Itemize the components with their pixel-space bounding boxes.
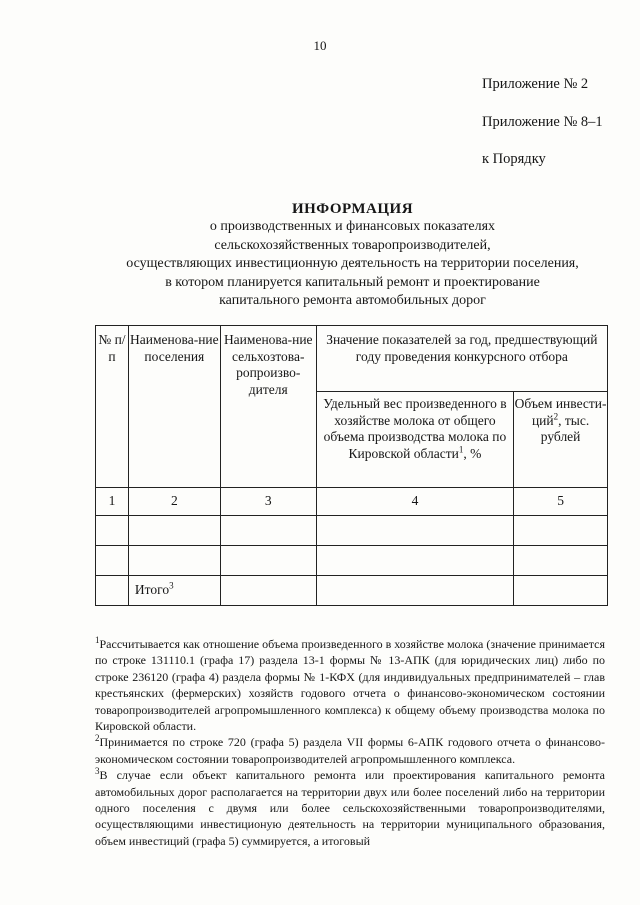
footnote-2: $^2$Принимается по строке 720 (графа 5) раздела VII формы 6-АПК годового отчета о финансово-экономическом состоянии товаропроизводителей агропромышленного комплекса. (95, 733, 605, 766)
document-title-block (0, 200, 640, 310)
page-number: 10 (313, 38, 327, 53)
table-cell (316, 546, 514, 576)
table-cell (220, 516, 316, 546)
column-number-1: 1 (96, 488, 129, 516)
column-numbers-row (96, 488, 608, 516)
table-row (96, 546, 608, 576)
table-cell (514, 516, 608, 546)
table-cell (128, 546, 220, 576)
column-number-4: 4 (316, 488, 514, 516)
title-line-5: капитального ремонта автомобильных дорог (219, 293, 486, 309)
title-line-2: сельскохозяйственных товаропроизводителей, (214, 237, 491, 253)
header-milk-share: Удельный вес произведенного в хозяйстве молока от общего объема производства молока по Кировской области$^1$, % (316, 392, 514, 488)
appendix-line-2: Приложение № 8–1 (482, 114, 603, 130)
table-row (96, 516, 608, 546)
header-number: № п/п (96, 326, 129, 488)
appendix-line-3: к Порядку (482, 151, 546, 167)
column-number-3: 3 (220, 488, 316, 516)
table-cell (220, 576, 316, 606)
header-indicators: Значение показателей за год, предшествующий году проведения конкурсного отбора (316, 326, 607, 392)
table-cell (220, 546, 316, 576)
header-settlement-name: Наименова-ние поселения (128, 326, 220, 488)
column-number-2: 2 (128, 488, 220, 516)
footnotes (95, 636, 605, 849)
title-line-3: осуществляющих инвестиционную деятельность на территории поселения, (126, 256, 579, 272)
footnote-1: $^1$Рассчитывается как отношение объема произведенного в хозяйстве молока (значение принимается по строке 131110.1 (графа 17) раздела 13-1 формы № 13-АПК (для юридических лиц) либо по строке 236120 (графа 4) раздела формы № 1-КФХ (для индивидуальных предпринимателей – глав крестьянских (фермерских) хозяйств годового отчета о финансово-экономическом состоянии товаропроизводителей агропромышленного комплекса) к общему объему производства молока по Кировской области. (95, 635, 605, 734)
header-investment: Объем инвести-ций$^2$, тыс. рублей (514, 392, 608, 488)
table-cell (96, 516, 129, 546)
document-title: ИНФОРМАЦИЯ (291, 201, 414, 217)
title-line-1: о производственных и финансовых показателях (209, 219, 496, 235)
table-cell (96, 546, 129, 576)
title-line-4: в котором планируется капитальный ремонт и проектирование (165, 274, 540, 290)
information-table (95, 325, 608, 606)
column-number-5: 5 (514, 488, 608, 516)
table-cell (96, 576, 129, 606)
header-producer-name: Наименова-ние сельхозтова-ропроизво-дителя (220, 326, 316, 488)
table-cell (316, 576, 514, 606)
footnote-3: $^3$В случае если объект капитального ремонта или проектирования капитального ремонта автомобильных дорог располагается на территории двух или более поселений либо на территории одного поселения с двумя или более сельскохозяйственными товаропроизводителями, осуществляющими инвестиционую деятельность на территории муниципального образования, объем инвестиций (графа 5) суммируется, а итоговый (95, 766, 605, 848)
table-cell (128, 516, 220, 546)
table-cell (514, 546, 608, 576)
total-label: Итого$^3$ (128, 576, 220, 606)
table-cell (316, 516, 514, 546)
table-cell (514, 576, 608, 606)
appendix-line-1: Приложение № 2 (482, 76, 589, 92)
total-row (96, 576, 608, 606)
